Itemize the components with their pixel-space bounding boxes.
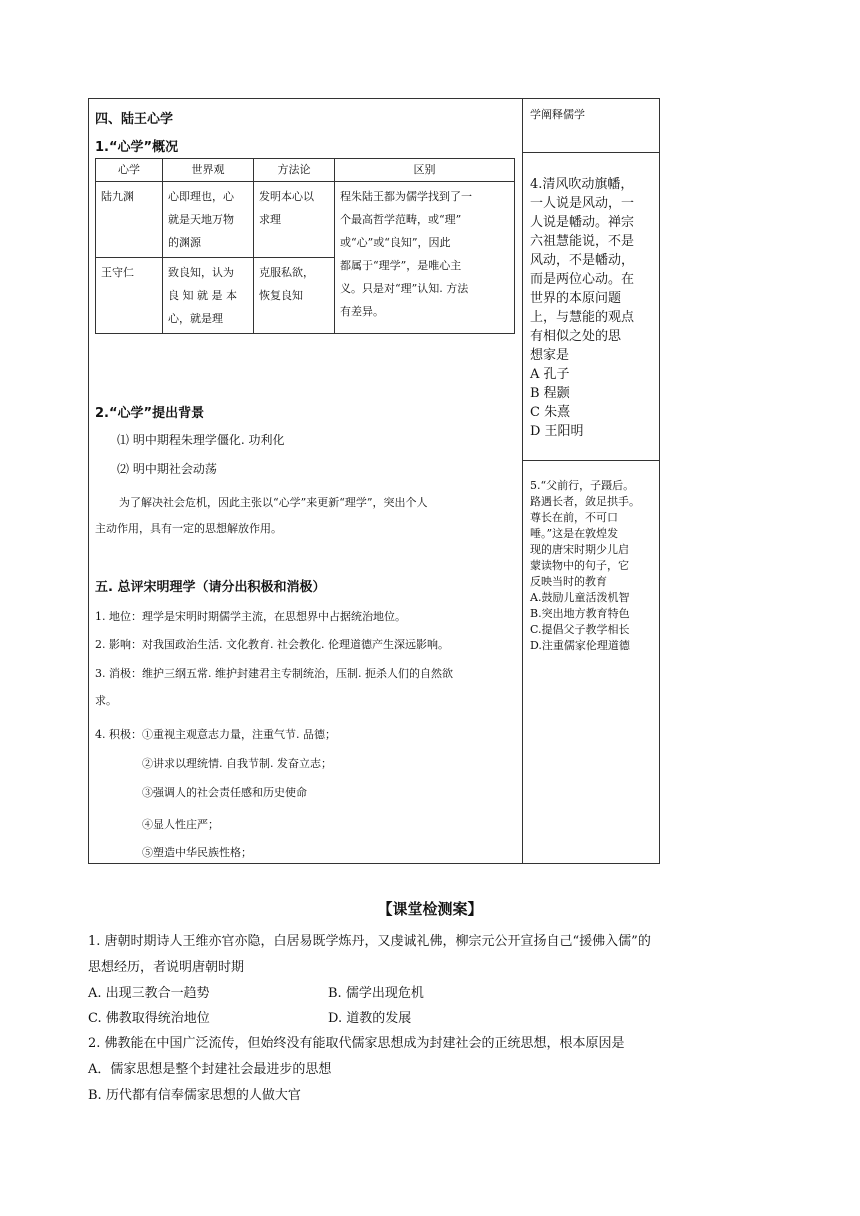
table-row [96,182,515,258]
option-d: D.注重儒家伦理道德 [530,639,630,652]
table-header: 区别 [335,159,515,182]
question-2-line: 2. 佛教能在中国广泛流传，但始终没有能取代儒家思想成为封建社会的正统思想，根本原因是 [88,1036,625,1051]
section4-title: 四、陆王心学 [95,112,174,127]
question-5 [530,478,640,654]
cell-line: 心，就是理 [168,312,223,325]
option-b: B 程颢 [530,386,570,401]
cell-line: 程朱陆王都为儒学找到了一 [340,190,472,203]
cell-line: 恢复良知 [259,289,303,302]
cell-line: 义。只是对“理”认知. 方法 [340,282,469,295]
cell-line: 个最高哲学范畴，或“理” [340,213,462,226]
table-header: 心学 [96,159,163,182]
table-cell-name: 王守仁 [96,258,163,334]
question-line: 反映当时的教育 [530,575,607,588]
section5-title: 五. 总评宋明理学（请分出积极和消极） [95,580,326,595]
paragraph-line: 主动作用，具有一定的思想解放作用。 [95,522,282,535]
paragraph-line: 为了解决社会危机，因此主张以“心学”来更新“理学”，突出个人 [119,496,428,509]
option-c: C.提倡父子教学相长 [530,623,630,636]
table-header-row [96,159,515,182]
cell-line: 克服私欲， [259,266,314,279]
right-divider [523,152,659,153]
option-a: A 孔子 [530,367,570,382]
cell-line: 都属于“理学”，是唯心主 [340,259,462,272]
question-line: 世界的本原问题 [530,291,622,306]
question-1-option-c: C. 佛教取得统治地位 [88,1011,210,1026]
question-1-option-b: B. 儒学出现危机 [328,986,424,1001]
summary-line: ⑤塑造中华民族性格； [142,846,252,859]
cell-line: 或“心”或“良知”，因此 [340,236,451,249]
question-line: 4.清风吹动旗幡， [530,177,634,192]
question-1-line: 思想经历，者说明唐朝时期 [88,960,245,975]
question-line: 有相似之处的思 [530,329,622,344]
question-1-option-a: A. 出现三教合一趋势 [88,986,210,1001]
option-c: C 朱熹 [530,405,571,420]
question-line: 现的唐宋时期少儿启 [530,543,629,556]
question-2-option-a: A．儒家思想是整个封建社会最进步的思想 [88,1062,332,1077]
table-cell-worldview [163,182,254,258]
question-1-option-d: D. 道教的发展 [328,1011,412,1026]
question-line: 想家是 [530,348,570,363]
summary-line: 求。 [95,694,117,707]
summary-line: ③强调人的社会责任感和历史使命 [142,786,307,799]
right-top-text: 学阐释儒学 [530,108,585,121]
cell-line: 心即理也，心 [168,190,234,203]
question-line: 而是两位心动。在 [530,272,635,287]
summary-line: 3. 消极：维护三纲五常. 维护封建君主专制统治，压制. 扼杀人们的自然欲 [95,667,453,680]
summary-line: ④显人性庄严； [142,818,219,831]
question-4 [530,175,634,441]
background-item: ⑴ 明中期程朱理学僵化. 功利化 [117,433,285,447]
cell-line: 有差异。 [340,305,384,318]
question-line: 路遇长者，敛足拱手。 [530,495,640,508]
table-header: 方法论 [254,159,335,182]
summary-line: 1. 地位：理学是宋明时期儒学主流，在思想界中占据统治地位。 [95,610,406,623]
question-2-option-b: B. 历代都有信奉儒家思想的人做大官 [88,1088,301,1103]
summary-line: 2. 影响：对我国政治生活. 文化教育. 社会教化. 伦理道德产生深远影响。 [95,638,449,651]
table-cell-method [254,258,335,334]
table-header: 世界观 [163,159,254,182]
table-cell-method [254,182,335,258]
question-line: 蒙读物中的句子，它 [530,559,629,572]
background-item: ⑵ 明中期社会动荡 [117,462,217,476]
question-line: 5.“父前行，子蹑后。 [530,479,635,492]
table-cell-difference [335,182,515,334]
classroom-test-title: 【课堂检测案】 [377,900,483,918]
cell-line: 的渊源 [168,236,201,249]
section4-sub1: 1.“心学”概况 [95,140,179,155]
cell-line: 良 知 就 是 本 [168,289,237,302]
xinxue-table [95,158,515,334]
table-cell-worldview [163,258,254,334]
question-line: 尊长在前，不可口 [530,511,618,524]
summary-line: 4. 积极：①重视主观意志力量，注重气节. 品德； [95,728,336,741]
right-divider [523,460,659,461]
option-b: B.突出地方教育特色 [530,607,630,620]
question-line: 一人说是风动，一 [530,196,635,211]
question-line: 六祖慧能说，不是 [530,234,635,249]
cell-line: 发明本心以 [259,190,314,203]
option-d: D 王阳明 [530,424,584,439]
option-a: A.鼓励儿童活泼机智 [530,591,630,604]
cell-line: 致良知，认为 [168,266,234,279]
question-line: 人说是幡动。禅宗 [530,215,635,230]
cell-line: 就是天地万物 [168,213,234,226]
question-line: 风动，不是幡动， [530,253,635,268]
summary-line: ②讲求以理统情. 自我节制. 发奋立志； [142,757,332,770]
section4-sub2: 2.“心学”提出背景 [95,406,205,421]
cell-line: 求理 [259,213,281,226]
table-cell-name: 陆九渊 [96,182,163,258]
question-line: 唾。”这是在敦煌发 [530,527,619,540]
column-divider [522,98,523,864]
question-line: 上，与慧能的观点 [530,310,635,325]
question-1-line: 1. 唐朝时期诗人王维亦官亦隐，白居易既学炼丹，又虔诚礼佛，柳宗元公开宣扬自己“援佛入儒”的 [88,934,651,949]
